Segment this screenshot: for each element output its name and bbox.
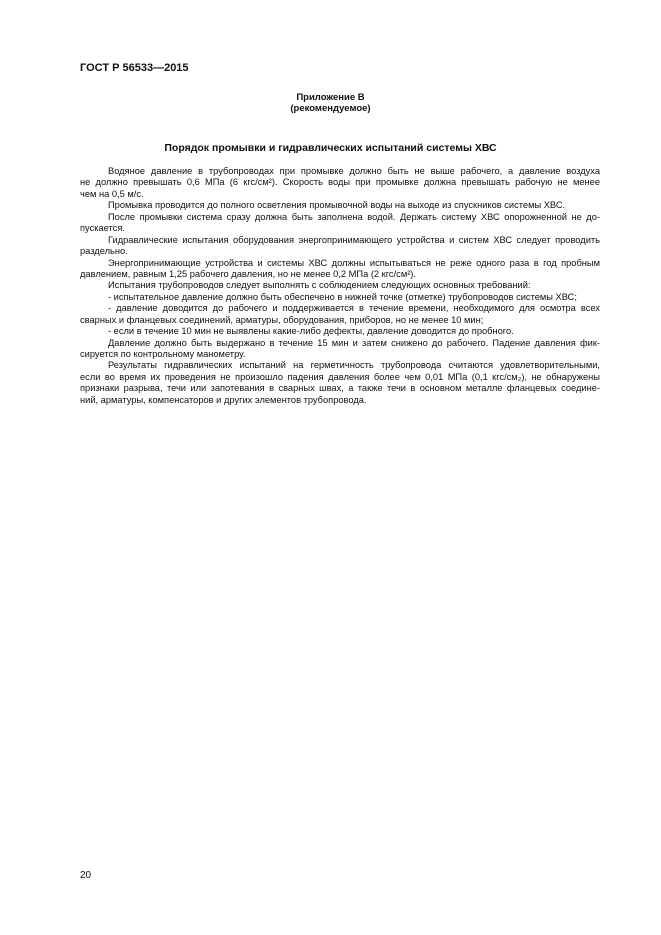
- text-line: давлением, равным 1,25 рабочего давления, но не менее 0,2 МПа (2 кгс/см²).: [80, 268, 416, 279]
- paragraph: [80, 303, 600, 326]
- text-line: не должно превышать 0,6 МПа (6 кгс/см²). Скорость воды при промывке должна превышать рабочую не менее: [80, 177, 600, 188]
- page-number: 20: [80, 870, 92, 881]
- paragraph: [80, 338, 600, 361]
- text-line: Давление должно быть выдержано в течение 15 мин и затем снижено до рабочего. Падение давления фик-: [108, 337, 600, 348]
- paragraph: [80, 280, 600, 291]
- text-line: Гидравлические испытания оборудования энергопринимающего устройства и систем ХВС следует проводить: [108, 234, 600, 245]
- text-line: Водяное давление в трубопроводах при промывке должно быть не выше рабочего, а давление воздуха: [108, 166, 600, 176]
- body-text: [80, 166, 600, 406]
- paragraph: [80, 200, 600, 211]
- paragraph: [80, 166, 600, 200]
- text-line: - давление доводится до рабочего и поддерживается в течение времени, необходимого для осмотра всех: [108, 303, 600, 314]
- text-line: Испытания трубопроводов следует выполнять с соблюдением следующих основных требований:: [108, 280, 531, 291]
- text-line: сируется по контрольному манометру.: [80, 349, 246, 359]
- text-line: Результаты гидравлических испытаний на герметичность трубопровода считаются удовлетворительными,: [108, 360, 600, 371]
- text-line: чем на 0,5 м/с.: [80, 188, 144, 199]
- paragraph: [80, 212, 600, 235]
- text-line: Энергопринимающие устройства и системы ХВС должны испытываться не реже одного раза в год пробным: [108, 257, 600, 268]
- text-line: раздельно.: [80, 246, 128, 257]
- text-line: Промывка проводится до полного осветления промывочной воды на выходе из спускников системы ХВС.: [108, 200, 566, 211]
- text-line: ний, арматуры, компенсаторов и других элементов трубопровода.: [80, 394, 367, 405]
- text-line: если во время их проведения не произошло падения давления более чем 0,01 МПа (0,1 кгс/см₂), не обнаружены: [80, 371, 600, 382]
- paragraph: [80, 326, 600, 337]
- text-line: пускается.: [80, 223, 125, 234]
- text-line: - испытательное давление должно быть обеспечено в нижней точке (отметке) трубопроводов системы ХВС;: [108, 291, 577, 302]
- document-header: ГОСТ Р 56533—2015: [80, 62, 189, 74]
- text-line: После промывки система сразу должна быть заполнена водой. Держать систему ХВС опорожненной не до-: [108, 211, 600, 222]
- section-title: Порядок промывки и гидравлических испытаний системы ХВС: [164, 142, 497, 154]
- text-line: признаки разрыва, течи или запотевания в сварных швах, а также течи в основном металле фланцевых соедине-: [80, 383, 600, 394]
- text-line: - если в течение 10 мин не выявлены какие-либо дефекты, давление доводится до пробного.: [108, 326, 514, 337]
- paragraph: [80, 235, 600, 258]
- paragraph: [80, 360, 600, 406]
- text-line: сварных и фланцевых соединений, арматуры, оборудования, приборов, но не менее 10 мин;: [80, 314, 484, 325]
- appendix-status: (рекомендуемое): [290, 103, 371, 114]
- paragraph: [80, 292, 600, 303]
- appendix-label: Приложение В: [296, 92, 365, 103]
- paragraph: [80, 258, 600, 281]
